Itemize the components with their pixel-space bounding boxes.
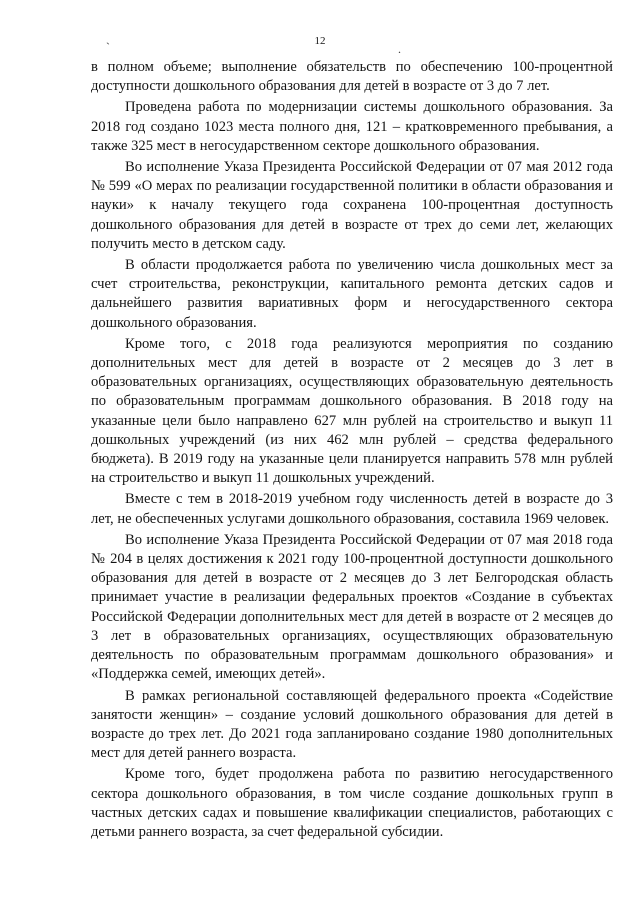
scan-artifact-mark: .: [398, 42, 401, 56]
paragraph: В рамках региональной составляющей федерального проекта «Содействие занятости женщин» – создание условий дошкольного образования для детей в возрасте до трех лет. До 2021 года запланировано создание 1980 дополнительных мест для детей раннего возраста.: [91, 687, 613, 762]
paragraph: в полном объеме; выполнение обязательств по обеспечению 100-процентной доступности дошкольного образования для детей в возрасте от 3 до 7 лет.: [91, 59, 613, 95]
scan-artifact-mark: `: [106, 40, 110, 54]
page-number: 12: [314, 35, 326, 47]
paragraph: Во исполнение Указа Президента Российской Федерации от 07 мая 2018 года № 204 в целях достижения к 2021 году 100-процентной доступности дошкольного образования для детей в возрасте от 2 месяцев до 3 лет Белгородская область принимает участие в реализации федеральных проектов «Создание в субъектах Российской Федерации дополнительных мест для детей в возрасте от 2 месяцев до 3 лет в образовательных организациях, осуществляющих образовательную деятельность по образовательным программам дошкольного образования» и «Поддержка семей, имеющих детей».: [91, 531, 613, 683]
paragraph: Во исполнение Указа Президента Российской Федерации от 07 мая 2012 года № 599 «О мерах по реализации государственной политики в области образования и науки» к началу текущего года сохранена 100-процентная доступность дошкольного образования для детей в возрасте от трех до семи лет, желающих получить место в детском саду.: [91, 159, 613, 252]
paragraph: Вместе с тем в 2018-2019 учебном году численность детей в возрасте до 3 лет, не обеспеченных услугами дошкольного образования, составила 1969 человек.: [91, 491, 613, 527]
paragraph: Кроме того, с 2018 года реализуются мероприятия по созданию дополнительных мест для детей в возрасте от 2 месяцев до 3 лет в образовательных организациях, осуществляющих образовательную деятельность по образовательным программам дошкольного образования. В 2018 году на указанные цели было направлено 627 млн рублей на строительство и выкуп 11 дошкольных учреждений (из них 462 млн рублей – средства федерального бюджета). В 2019 году на указанные цели планируется направить 578 млн рублей на строительство и выкуп 11 дошкольных учреждений.: [91, 335, 613, 487]
body-text: [91, 58, 613, 844]
paragraph: В области продолжается работа по увеличению числа дошкольных мест за счет строительства, реконструкции, капитального ремонта детских садов и дальнейшего развития вариативных форм и негосударственного сектора дошкольного образования.: [91, 257, 613, 331]
paragraph: Проведена работа по модернизации системы дошкольного образования. За 2018 год создано 1023 места полного дня, 121 – кратковременного пребывания, а также 325 мест в негосударственном секторе дошкольного образования.: [91, 99, 613, 154]
paragraph: Кроме того, будет продолжена работа по развитию негосударственного сектора дошкольного образования, в том числе создание дошкольных групп в частных детских садах и повышение квалификации специалистов, работающих с детьми раннего возраста, за счет федеральной субсидии.: [91, 766, 613, 840]
